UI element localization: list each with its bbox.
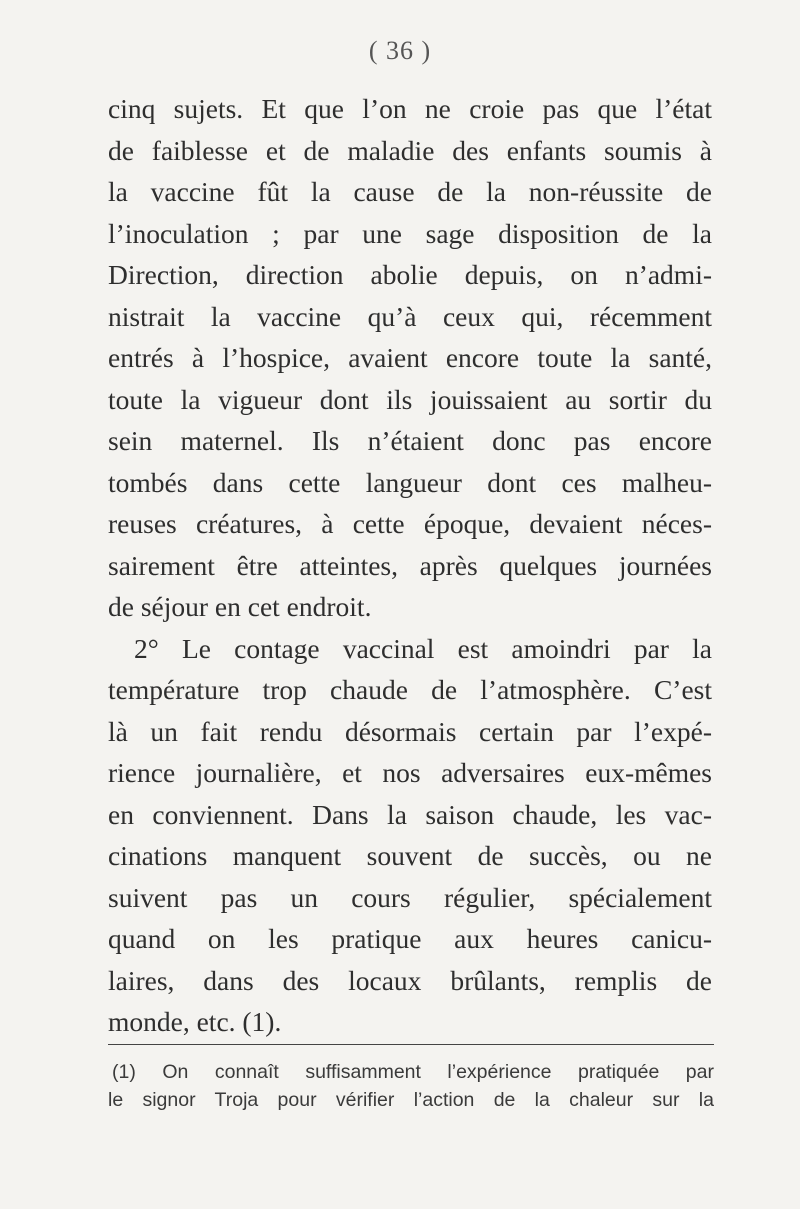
main-paragraph	[108, 88, 712, 1043]
text-line: tombés dans cette langueur dont ces malheu-	[108, 466, 712, 498]
footnote-line: le signor Troja pour vérifier l’action de la chaleur sur la	[108, 1089, 714, 1111]
text-line: monde, etc. (1).	[108, 1006, 282, 1037]
text-line: rience journalière, et nos adversaires eux-mêmes	[108, 757, 712, 788]
text-line: cinq sujets. Et que l’on ne croie pas que l’état	[108, 93, 712, 124]
text-line: Direction, direction abolie depuis, on n’admi-	[108, 259, 712, 290]
text-line: sairement être atteintes, après quelques journées	[108, 549, 712, 581]
footnote-line: (1) On connaît suffisamment l’expérience pratiquée par	[112, 1061, 714, 1083]
text-line: quand on les pratique aux heures canicu-	[108, 923, 712, 954]
text-line: sein maternel. Ils n’étaient donc pas encore	[108, 425, 712, 456]
text-line: la vaccine fût la cause de la non-réussite de	[108, 176, 712, 207]
text-line: de faiblesse et de maladie des enfants soumis à	[108, 134, 712, 166]
text-line: température trop chaude de l’atmosphère. C’est	[108, 674, 712, 705]
text-line: entrés à l’hospice, avaient encore toute la santé,	[108, 342, 712, 373]
text-line: en conviennent. Dans la saison chaude, les vac-	[108, 798, 712, 830]
text-line: laires, dans des locaux brûlants, remplis de	[108, 964, 712, 996]
text-line: de séjour en cet endroit.	[108, 591, 372, 622]
page-number: ( 36 )	[368, 36, 432, 65]
text-line: nistrait la vaccine qu’à ceux qui, récemment	[108, 300, 712, 332]
text-line: cinations manquent souvent de succès, ou ne	[108, 840, 712, 871]
text-line: l’inoculation ; par une sage disposition de la	[108, 217, 712, 249]
footnote	[108, 1058, 714, 1114]
text-line: reuses créatures, à cette époque, devaient néces-	[108, 508, 712, 539]
text-line: là un fait rendu désormais certain par l’expé-	[108, 715, 712, 747]
text-line: toute la vigueur dont ils jouissaient au sortir du	[108, 383, 712, 415]
text-line: suivent pas un cours régulier, spécialement	[108, 881, 712, 913]
text-line: 2° Le contage vaccinal est amoindri par la	[134, 632, 712, 664]
footnote-divider	[108, 1044, 714, 1045]
